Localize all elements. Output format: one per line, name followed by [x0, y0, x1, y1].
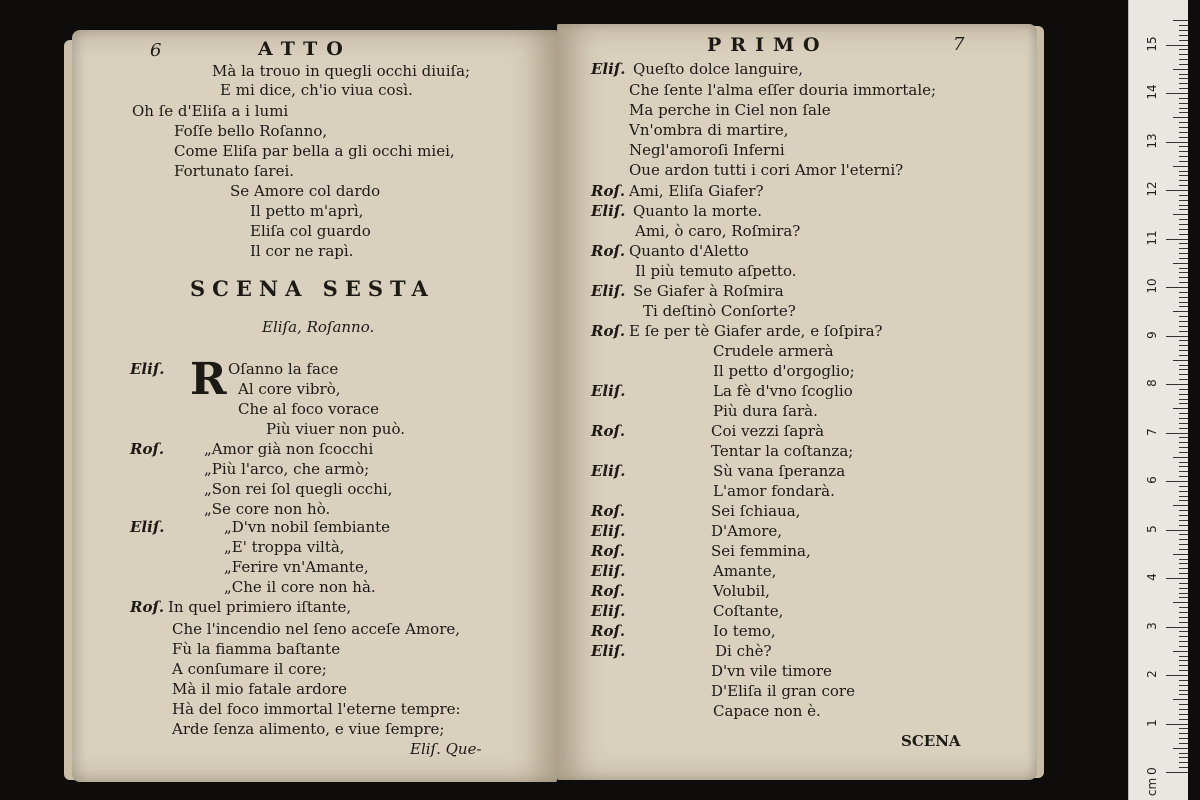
text-line: Ami, Eliſa Giafer? — [629, 182, 764, 200]
ruler-label: 4 — [1145, 573, 1159, 581]
ruler-tick — [1173, 408, 1188, 409]
speaker-label: Roſ. — [591, 242, 626, 260]
ruler-tick — [1173, 602, 1188, 603]
ruler-tick — [1173, 166, 1188, 167]
ruler-tick — [1179, 646, 1188, 647]
ruler-tick — [1173, 360, 1188, 361]
ruler-tick — [1166, 287, 1188, 288]
ruler-tick — [1179, 374, 1188, 375]
verse-line: Più viuer non può. — [266, 420, 405, 438]
ruler-tick — [1179, 78, 1188, 79]
verse-line: Crudele armerà — [713, 342, 834, 360]
text-line: Il petto m'aprì, — [250, 202, 364, 220]
ruler-tick — [1179, 403, 1188, 404]
ruler-tick — [1179, 573, 1188, 574]
ruler-tick — [1179, 219, 1188, 220]
ruler-tick — [1179, 195, 1188, 196]
left-page — [72, 30, 557, 782]
ruler-tick — [1179, 127, 1188, 128]
ruler-tick — [1179, 297, 1188, 298]
ruler-tick — [1166, 239, 1188, 240]
text-line: A conſumare il core; — [172, 660, 327, 678]
ruler-tick — [1179, 462, 1188, 463]
ruler-label: 8 — [1145, 379, 1159, 387]
text-line: Il più temuto aſpetto. — [635, 262, 797, 280]
ruler-tick — [1179, 369, 1188, 370]
ruler-tick — [1179, 151, 1188, 152]
verse-line: Di chè? — [715, 642, 772, 660]
ruler-tick — [1166, 142, 1188, 143]
verse-line: „Amor già non ſcocchi — [204, 440, 374, 458]
speaker-label: Eliſ. — [591, 60, 626, 78]
ruler-tick — [1179, 423, 1188, 424]
ruler-tick — [1179, 641, 1188, 642]
verse-line: „D'vn nobil ſembiante — [224, 518, 391, 536]
text-line: Quanto la morte. — [633, 202, 762, 220]
ruler-tick — [1179, 277, 1188, 278]
measuring-ruler — [1128, 0, 1188, 800]
ruler-tick — [1179, 49, 1188, 50]
ruler-label: 3 — [1145, 621, 1159, 630]
ruler-label: 13 — [1145, 132, 1159, 149]
ruler-tick — [1173, 651, 1188, 652]
ruler-tick — [1179, 690, 1188, 691]
ruler-tick — [1179, 200, 1188, 201]
ruler-tick — [1179, 292, 1188, 293]
verse-line: Il petto d'orgoglio; — [713, 362, 855, 380]
speaker-label: Eliſ. — [591, 642, 626, 660]
ruler-tick — [1179, 171, 1188, 172]
ruler-tick — [1179, 544, 1188, 545]
ruler-tick — [1179, 762, 1188, 763]
ruler-tick — [1173, 699, 1188, 700]
text-line: Come Eliſa par bella a gli occhi miei, — [174, 142, 455, 160]
speaker-label: Eliſ. — [591, 562, 626, 580]
ruler-tick — [1179, 180, 1188, 181]
ruler-tick — [1166, 45, 1188, 46]
text-line: E mi dice, ch'io viua così. — [220, 81, 413, 99]
verse-line: Che al foco vorace — [238, 400, 379, 418]
ruler-tick — [1179, 112, 1188, 113]
speaker-label: Roſ. — [591, 422, 626, 440]
running-head: ATTO — [258, 38, 352, 60]
verse-line: Capace non è. — [713, 702, 821, 720]
ruler-tick — [1179, 137, 1188, 138]
ruler-tick — [1179, 607, 1188, 608]
verse-line: „Son rei ſol quegli occhi, — [204, 480, 393, 498]
text-line: Mà il mio fatale ardore — [172, 680, 347, 698]
speaker-label: Eliſ. — [591, 462, 626, 480]
ruler-tick — [1166, 578, 1188, 579]
verse-line: „Ferire vn'Amante, — [224, 558, 369, 576]
verse-line: „Se core non hò. — [204, 500, 331, 518]
ruler-tick — [1179, 597, 1188, 598]
verse-line: Più dura ſarà. — [713, 402, 818, 420]
ruler-tick — [1166, 481, 1188, 482]
text-line: Ami, ò caro, Roſmira? — [635, 222, 801, 240]
ruler-tick — [1179, 617, 1188, 618]
ruler-tick — [1173, 457, 1188, 458]
ruler-tick — [1179, 476, 1188, 477]
speaker-label: Roſ. — [591, 542, 626, 560]
ruler-tick — [1179, 622, 1188, 623]
text-line: Foſſe bello Roſanno, — [174, 122, 328, 140]
ruler-tick — [1179, 224, 1188, 225]
ruler-tick — [1179, 491, 1188, 492]
ruler-label: 15 — [1145, 35, 1159, 52]
ruler-tick — [1179, 326, 1188, 327]
ruler-label: 9 — [1145, 330, 1159, 339]
ruler-tick — [1179, 98, 1188, 99]
ruler-tick — [1179, 54, 1188, 55]
ruler-tick — [1179, 74, 1188, 75]
ruler-tick — [1179, 593, 1188, 594]
text-line: Oue ardon tutti i cori Amor l'eterni? — [629, 161, 904, 179]
ruler-tick — [1179, 209, 1188, 210]
ruler-label: 7 — [1145, 427, 1159, 436]
text-line: Oh ſe d'Eliſa a i lumi — [132, 102, 289, 120]
ruler-tick — [1179, 452, 1188, 453]
catchword: Eliſ. Que- — [410, 740, 482, 758]
ruler-tick — [1179, 185, 1188, 186]
ruler-tick — [1179, 680, 1188, 681]
ruler-tick — [1179, 738, 1188, 739]
ruler-tick — [1179, 539, 1188, 540]
ruler-tick — [1179, 340, 1188, 341]
ruler-tick — [1179, 234, 1188, 235]
text-line: E ſe per tè Giafer arde, e ſoſpira? — [629, 322, 883, 340]
ruler-tick — [1179, 25, 1188, 26]
text-line: Il cor ne rapì. — [250, 242, 354, 260]
ruler-tick — [1179, 64, 1188, 65]
ruler-tick — [1179, 568, 1188, 569]
ruler-tick — [1179, 442, 1188, 443]
speaker-label: Eliſ. — [591, 602, 626, 620]
speaker-label: Roſ. — [591, 582, 626, 600]
ruler-label: 14 — [1145, 84, 1159, 100]
ruler-tick — [1179, 108, 1188, 109]
verse-line: „Che il core non hà. — [224, 578, 376, 596]
ruler-tick — [1179, 631, 1188, 632]
verse-line: Amante, — [713, 562, 777, 580]
ruler-tick — [1179, 733, 1188, 734]
ruler-tick — [1179, 515, 1188, 516]
ruler-tick — [1179, 670, 1188, 671]
ruler-tick — [1179, 156, 1188, 157]
speaker-label: Eliſ. — [591, 282, 626, 300]
ruler-tick — [1179, 418, 1188, 419]
verse-line: D'Eliſa il gran core — [711, 682, 855, 700]
text-line: Ti deſtinò Conſorte? — [643, 302, 796, 320]
ruler-tick — [1179, 719, 1188, 720]
ruler-label: 0 — [1145, 767, 1159, 775]
ruler-tick — [1179, 350, 1188, 351]
ruler-tick — [1179, 612, 1188, 613]
text-line: Mà la trouo in quegli occhi diuiſa; — [212, 62, 471, 80]
ruler-tick — [1179, 229, 1188, 230]
ruler-label: 11 — [1145, 229, 1159, 246]
text-line: Vn'ombra di martire, — [629, 121, 789, 139]
ruler-tick — [1179, 428, 1188, 429]
text-line: Se Amore col dardo — [230, 182, 381, 200]
speaker-label: Roſ. — [130, 440, 165, 458]
ruler-tick — [1179, 525, 1188, 526]
page-number: 7 — [953, 34, 965, 55]
speaker-label: Roſ. — [130, 598, 165, 616]
ruler-tick — [1166, 384, 1188, 385]
ruler-tick — [1179, 466, 1188, 467]
verse-line: Tentar la coſtanza; — [711, 442, 854, 460]
verse-line: L'amor fondarà. — [713, 482, 835, 500]
ruler-tick — [1179, 753, 1188, 754]
ruler-tick — [1179, 122, 1188, 123]
ruler-tick — [1179, 728, 1188, 729]
ruler-tick — [1173, 748, 1188, 749]
ruler-tick — [1179, 321, 1188, 322]
ruler-tick — [1179, 146, 1188, 147]
verse-line: D'Amore, — [711, 522, 783, 540]
verse-line: D'vn vile timore — [711, 662, 832, 680]
ruler-label: 2 — [1145, 670, 1159, 678]
verse-line: „E' troppa viltà, — [224, 538, 345, 556]
ruler-tick — [1179, 709, 1188, 710]
ruler-tick — [1179, 399, 1188, 400]
ruler-tick — [1179, 694, 1188, 695]
text-line: Se Giafer à Roſmira — [633, 282, 784, 300]
ruler-tick — [1179, 704, 1188, 705]
ruler-tick — [1179, 258, 1188, 259]
ruler-tick — [1179, 447, 1188, 448]
speaker-label: Eliſ. — [591, 382, 626, 400]
ruler-label: 12 — [1145, 181, 1159, 197]
ruler-tick — [1173, 505, 1188, 506]
ruler-tick — [1179, 496, 1188, 497]
ruler-tick — [1179, 175, 1188, 176]
ruler-tick — [1179, 520, 1188, 521]
speaker-label: Roſ. — [591, 622, 626, 640]
ruler-tick — [1179, 35, 1188, 36]
ruler-label: 1 — [1145, 718, 1159, 727]
ruler-tick — [1179, 583, 1188, 584]
ruler-tick — [1179, 306, 1188, 307]
text-line: Fù la fiamma baſtante — [172, 640, 341, 658]
ruler-tick — [1179, 132, 1188, 133]
ruler-tick — [1179, 88, 1188, 89]
ruler-tick — [1179, 660, 1188, 661]
ruler-tick — [1179, 355, 1188, 356]
scene-title: SCENA SESTA — [190, 276, 435, 301]
text-line: Fortunato ſarei. — [174, 162, 295, 180]
ruler-tick — [1173, 214, 1188, 215]
ruler-tick — [1179, 103, 1188, 104]
ruler-tick — [1179, 331, 1188, 332]
text-line: Quanto d'Aletto — [629, 242, 749, 260]
ruler-tick — [1179, 767, 1188, 768]
verse-line: Io temo, — [713, 622, 776, 640]
verse-line: Sù vana ſperanza — [713, 462, 846, 480]
ruler-tick — [1166, 433, 1188, 434]
speaker-label: Eliſ. — [130, 518, 165, 536]
ruler-tick — [1179, 248, 1188, 249]
verse-line: Volubil, — [713, 582, 770, 600]
text-line: Eliſa col guardo — [250, 222, 371, 240]
ruler-tick — [1179, 559, 1188, 560]
ruler-label: 10 — [1145, 278, 1159, 294]
running-head: PRIMO — [707, 34, 829, 56]
speaker-label: Roſ. — [591, 182, 626, 200]
text-line: In quel primiero iſtante, — [168, 598, 352, 616]
ruler-tick — [1179, 714, 1188, 715]
ruler-tick — [1179, 30, 1188, 31]
ruler-tick — [1179, 549, 1188, 550]
ruler-tick — [1179, 534, 1188, 535]
ruler-tick — [1179, 272, 1188, 273]
verse-line: Oſanno la face — [228, 360, 339, 378]
ruler-tick — [1173, 20, 1188, 21]
right-page — [557, 24, 1037, 780]
ruler-tick — [1179, 59, 1188, 60]
ruler-tick — [1173, 69, 1188, 70]
ruler-tick — [1166, 93, 1188, 94]
ruler-tick — [1166, 627, 1188, 628]
ruler-tick — [1179, 243, 1188, 244]
ruler-tick — [1166, 772, 1188, 773]
ruler-tick — [1179, 471, 1188, 472]
ruler-tick — [1179, 757, 1188, 758]
ruler-label: 6 — [1145, 476, 1159, 484]
verse-line: Coſtante, — [713, 602, 784, 620]
ruler-tick — [1179, 253, 1188, 254]
ruler-tick — [1179, 268, 1188, 269]
ruler-tick — [1166, 336, 1188, 337]
verse-line: La fè d'vno ſcoglio — [713, 382, 853, 400]
ruler-tick — [1179, 282, 1188, 283]
text-line: Arde ſenza alimento, e viue ſempre; — [172, 720, 445, 738]
ruler-tick — [1179, 161, 1188, 162]
ruler-tick — [1179, 345, 1188, 346]
ruler-tick — [1179, 510, 1188, 511]
ruler-tick — [1179, 437, 1188, 438]
speaker-label: Eliſ. — [130, 360, 165, 378]
ruler-tick — [1166, 675, 1188, 676]
text-line: Che ſente l'alma eſſer douria immortale; — [629, 81, 937, 99]
text-line: Negl'amoroſi Inferni — [629, 141, 785, 159]
ruler-tick — [1179, 486, 1188, 487]
verse-line: „Più l'arco, che armò; — [204, 460, 370, 478]
ruler-tick — [1179, 656, 1188, 657]
catchword: SCENA — [901, 732, 961, 750]
text-line: Queſto dolce languire, — [633, 60, 803, 78]
text-line: Che l'incendio nel ſeno acceſe Amore, — [172, 620, 461, 638]
ruler-tick — [1179, 665, 1188, 666]
speaker-label: Roſ. — [591, 322, 626, 340]
ruler-tick — [1179, 563, 1188, 564]
ruler-tick — [1179, 389, 1188, 390]
ruler-tick — [1179, 743, 1188, 744]
ruler-tick — [1179, 40, 1188, 41]
ruler-tick — [1173, 117, 1188, 118]
ruler-tick — [1179, 394, 1188, 395]
ruler-tick — [1173, 263, 1188, 264]
drop-cap: R — [190, 354, 227, 405]
ruler-tick — [1179, 500, 1188, 501]
verse-line: Sei femmina, — [711, 542, 811, 560]
verse-line: Sei ſchiaua, — [711, 502, 801, 520]
ruler-tick — [1179, 379, 1188, 380]
ruler-tick — [1179, 685, 1188, 686]
ruler-tick — [1166, 530, 1188, 531]
ruler-tick — [1179, 588, 1188, 589]
ruler-tick — [1179, 205, 1188, 206]
ruler-unit-label: cm — [1145, 777, 1159, 797]
text-line: Ma perche in Ciel non ſale — [629, 101, 831, 119]
ruler-tick — [1173, 311, 1188, 312]
ruler-tick — [1179, 83, 1188, 84]
ruler-label: 5 — [1145, 524, 1159, 533]
speaker-label: Eliſ. — [591, 522, 626, 540]
speaker-label: Roſ. — [591, 502, 626, 520]
scene-characters: Eliſa, Roſanno. — [262, 318, 375, 336]
ruler-tick — [1179, 316, 1188, 317]
ruler-tick — [1179, 302, 1188, 303]
ruler-tick — [1179, 413, 1188, 414]
ruler-tick — [1166, 190, 1188, 191]
text-line: Hà del foco immortal l'eterne tempre: — [172, 700, 461, 718]
verse-line: Al core vibrò, — [238, 380, 341, 398]
page-number: 6 — [150, 40, 162, 61]
ruler-tick — [1173, 554, 1188, 555]
verse-line: Coi vezzi ſaprà — [711, 422, 825, 440]
ruler-tick — [1166, 724, 1188, 725]
ruler-tick — [1179, 365, 1188, 366]
speaker-label: Eliſ. — [591, 202, 626, 220]
ruler-tick — [1179, 636, 1188, 637]
